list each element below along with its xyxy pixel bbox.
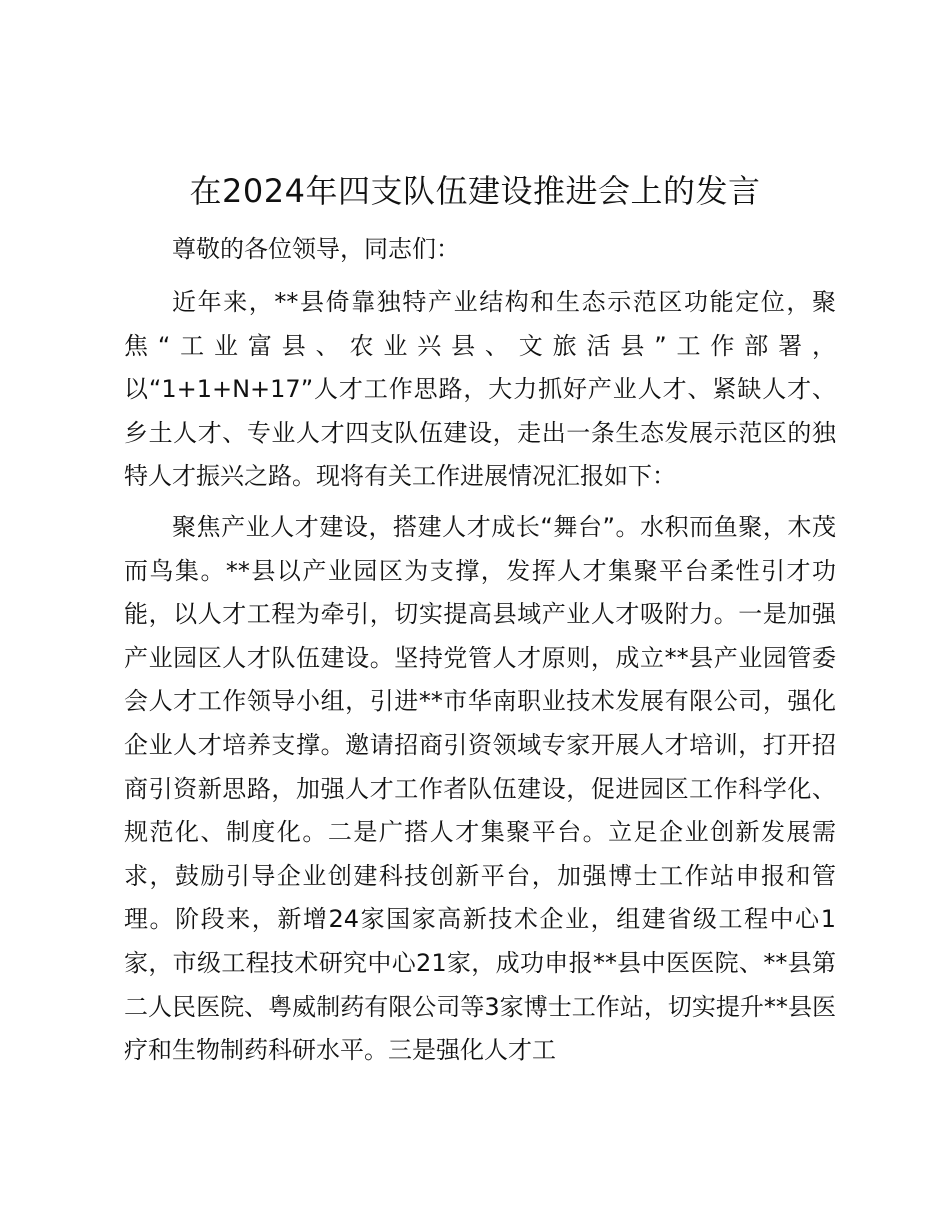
body-paragraph-1-container [124, 281, 836, 499]
body-paragraph-2-container [124, 506, 836, 1073]
document-title: 在2024年四支队伍建设推进会上的发言 [189, 172, 761, 210]
salutation: 尊敬的各位领导，同志们： [172, 235, 460, 263]
body-paragraph: 近年来，**县倚靠独特产业结构和生态示范区功能定位，聚焦“工业富县、农业兴县、文旅活县”工作部署，以“1+1+N+17”人才工作思路，大力抓好产业人才、紧缺人才、乡土人才、专业人才四支队伍建设，走出一条生态发展示范区的独特人才振兴之路。现将有关工作进展情况汇报如下： [124, 288, 836, 491]
body-paragraph: 聚焦产业人才建设，搭建人才成长“舞台”。水积而鱼聚，木茂而鸟集。**县以产业园区为支撑，发挥人才集聚平台柔性引才功能，以人才工程为牵引，切实提高县域产业人才吸附力。一是加强产业园区人才队伍建设。坚持党管人才原则，成立**县产业园管委会人才工作领导小组，引进**市华南职业技术发展有限公司，强化企业人才培养支撑。邀请招商引资领域专家开展人才培训，打开招商引资新思路，加强人才工作者队伍建设，促进园区工作科学化、规范化、制度化。二是广搭人才集聚平台。立足企业创新发展需求，鼓励引导企业创建科技创新平台，加强博士工作站申报和管理。阶段来，新增24家国家高新技术企业，组建省级工程中心1家，市级工程技术研究中心21家，成功申报**县中医医院、**县第二人民医院、粤威制药有限公司等3家博士工作站，切实提升**县医疗和生物制药科研水平。三是强化人才工 [124, 513, 836, 1065]
